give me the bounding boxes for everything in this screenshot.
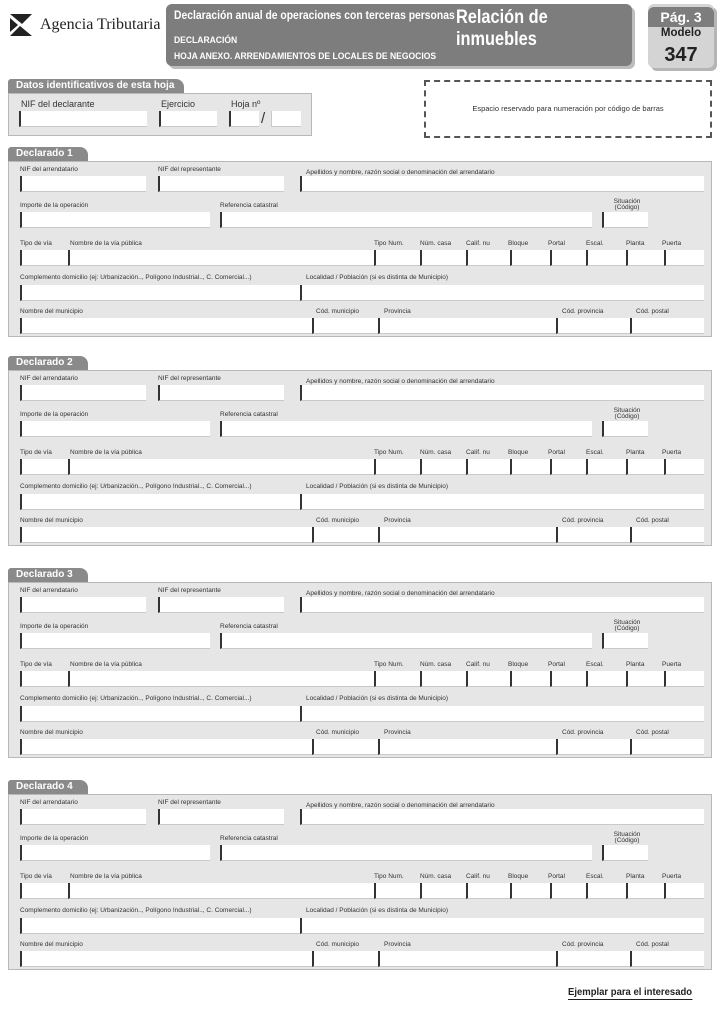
municipio-field[interactable]: [20, 951, 312, 967]
hoja-slash: /: [261, 110, 266, 127]
nif-representante-field[interactable]: [158, 176, 284, 192]
importe-field[interactable]: [20, 845, 210, 861]
barcode-area: [424, 80, 712, 138]
bloque-label: Bloque: [508, 449, 529, 456]
portal-label: Portal: [548, 240, 565, 247]
complemento-field[interactable]: [20, 918, 300, 934]
nombre-via-label: Nombre de la vía pública: [70, 873, 142, 880]
nif-declarante-label: NIF del declarante: [21, 99, 95, 109]
cod-provincia-label: Cód. provincia: [562, 729, 604, 736]
provincia-field[interactable]: [378, 951, 556, 967]
hoja-total-field[interactable]: [271, 111, 301, 127]
form-hoja-anexo: HOJA ANEXO. ARRENDAMIENTOS DE LOCALES DE NEGOCIOS: [174, 51, 437, 62]
planta-field[interactable]: [626, 671, 664, 687]
municipio-field[interactable]: [20, 318, 312, 334]
nif-representante-label: NIF del representante: [158, 166, 221, 173]
tipo-via-label: Tipo de vía: [20, 240, 52, 247]
apellidos-field[interactable]: [300, 597, 704, 613]
situacion-label: Situación (Código): [613, 619, 641, 632]
nif-representante-label: NIF del representante: [158, 799, 221, 806]
referencia-field[interactable]: [220, 633, 592, 649]
puerta-label: Puerta: [662, 661, 682, 668]
situacion-field[interactable]: [602, 212, 648, 228]
puerta-label: Puerta: [662, 240, 682, 247]
referencia-label: Referencia catastral: [220, 623, 278, 630]
complemento-label: Complemento domicilio (ej: Urbanización.., Polígono Industrial.., C. Comercial...): [20, 695, 252, 702]
planta-label: Planta: [626, 873, 645, 880]
cod-municipio-label: Cód. municipio: [316, 517, 359, 524]
provincia-label: Provincia: [384, 517, 411, 524]
nombre-via-label: Nombre de la vía pública: [70, 449, 142, 456]
referencia-label: Referencia catastral: [220, 411, 278, 418]
nombre-via-label: Nombre de la vía pública: [70, 661, 142, 668]
tipo-num-label: Tipo Num.: [374, 449, 404, 456]
escal-field[interactable]: [586, 671, 626, 687]
importe-label: Importe de la operación: [20, 202, 89, 209]
cod-provincia-field[interactable]: [556, 739, 630, 755]
num-casa-field[interactable]: [420, 250, 466, 266]
cod-postal-field[interactable]: [630, 527, 704, 543]
bloque-field[interactable]: [510, 459, 550, 475]
provincia-field[interactable]: [378, 739, 556, 755]
planta-field[interactable]: [626, 459, 664, 475]
form-subtitle: Relación de inmuebles: [456, 7, 548, 50]
portal-field[interactable]: [550, 459, 586, 475]
tipo-via-field[interactable]: [20, 459, 68, 475]
cod-postal-label: Cód. postal: [636, 308, 669, 315]
barcode-text: Espacio reservado para numeración por código de barras: [472, 104, 664, 113]
localidad-field[interactable]: [300, 706, 704, 722]
escal-field[interactable]: [586, 250, 626, 266]
nombre-via-field[interactable]: [68, 459, 374, 475]
cod-municipio-label: Cód. municipio: [316, 308, 359, 315]
provincia-field[interactable]: [378, 318, 556, 334]
bloque-field[interactable]: [510, 671, 550, 687]
puerta-field[interactable]: [664, 883, 704, 899]
cod-municipio-field[interactable]: [312, 739, 378, 755]
cod-municipio-label: Cód. municipio: [316, 941, 359, 948]
tipo-num-field[interactable]: [374, 671, 420, 687]
puerta-label: Puerta: [662, 449, 682, 456]
declarado-tab: Declarado 1: [8, 147, 88, 161]
tipo-num-field[interactable]: [374, 250, 420, 266]
cod-provincia-field[interactable]: [556, 527, 630, 543]
localidad-label: Localidad / Población (si es distinta de Municipio): [306, 907, 448, 914]
declarado-tab: Declarado 3: [8, 568, 88, 582]
tipo-via-field[interactable]: [20, 883, 68, 899]
apellidos-field[interactable]: [300, 809, 704, 825]
municipio-label: Nombre del municipio: [20, 517, 83, 524]
referencia-label: Referencia catastral: [220, 835, 278, 842]
cod-municipio-label: Cód. municipio: [316, 729, 359, 736]
cod-provincia-field[interactable]: [556, 318, 630, 334]
nif-arrendatario-label: NIF del arrendatario: [20, 375, 78, 382]
page-model-box: [648, 4, 714, 68]
form-declaracion: DECLARACIÓN: [174, 35, 238, 46]
tipo-via-label: Tipo de vía: [20, 449, 52, 456]
cod-municipio-field[interactable]: [312, 527, 378, 543]
apellidos-field[interactable]: [300, 176, 704, 192]
calif-label: Calif. nu: [466, 240, 490, 247]
escal-field[interactable]: [586, 883, 626, 899]
calif-field[interactable]: [466, 250, 510, 266]
hoja-field[interactable]: [229, 111, 259, 127]
importe-label: Importe de la operación: [20, 623, 89, 630]
complemento-field[interactable]: [20, 494, 300, 510]
portal-label: Portal: [548, 661, 565, 668]
portal-field[interactable]: [550, 250, 586, 266]
importe-field[interactable]: [20, 421, 210, 437]
escal-label: Escal.: [586, 661, 604, 668]
cod-provincia-label: Cód. provincia: [562, 517, 604, 524]
provincia-label: Provincia: [384, 308, 411, 315]
planta-field[interactable]: [626, 250, 664, 266]
planta-label: Planta: [626, 240, 645, 247]
tipo-num-label: Tipo Num.: [374, 873, 404, 880]
nombre-via-field[interactable]: [68, 671, 374, 687]
cod-provincia-label: Cód. provincia: [562, 308, 604, 315]
localidad-field[interactable]: [300, 285, 704, 301]
nif-representante-label: NIF del representante: [158, 587, 221, 594]
num-casa-field[interactable]: [420, 883, 466, 899]
municipio-label: Nombre del municipio: [20, 729, 83, 736]
localidad-label: Localidad / Población (si es distinta de Municipio): [306, 483, 448, 490]
cod-postal-label: Cód. postal: [636, 517, 669, 524]
municipio-label: Nombre del municipio: [20, 308, 83, 315]
referencia-field[interactable]: [220, 421, 592, 437]
calif-field[interactable]: [466, 883, 510, 899]
situacion-field[interactable]: [602, 633, 648, 649]
escal-field[interactable]: [586, 459, 626, 475]
nif-arrendatario-field[interactable]: [20, 385, 146, 401]
tipo-num-field[interactable]: [374, 883, 420, 899]
cod-provincia-field[interactable]: [556, 951, 630, 967]
cod-provincia-label: Cód. provincia: [562, 941, 604, 948]
ident-section: [8, 93, 312, 136]
portal-field[interactable]: [550, 883, 586, 899]
localidad-label: Localidad / Población (si es distinta de Municipio): [306, 274, 448, 281]
nif-representante-field[interactable]: [158, 809, 284, 825]
provincia-label: Provincia: [384, 941, 411, 948]
num-casa-label: Núm. casa: [420, 449, 452, 456]
provincia-field[interactable]: [378, 527, 556, 543]
hoja-label: Hoja nº: [231, 99, 261, 109]
bloque-label: Bloque: [508, 661, 529, 668]
nif-arrendatario-field[interactable]: [20, 809, 146, 825]
num-casa-field[interactable]: [420, 671, 466, 687]
situacion-field[interactable]: [602, 845, 648, 861]
tipo-via-field[interactable]: [20, 671, 68, 687]
municipio-label: Nombre del municipio: [20, 941, 83, 948]
municipio-field[interactable]: [20, 739, 312, 755]
bloque-label: Bloque: [508, 873, 529, 880]
puerta-field[interactable]: [664, 671, 704, 687]
tipo-via-label: Tipo de vía: [20, 873, 52, 880]
escal-label: Escal.: [586, 873, 604, 880]
cod-municipio-field[interactable]: [312, 318, 378, 334]
localidad-label: Localidad / Población (si es distinta de Municipio): [306, 695, 448, 702]
cod-postal-field[interactable]: [630, 739, 704, 755]
cod-postal-field[interactable]: [630, 318, 704, 334]
complemento-label: Complemento domicilio (ej: Urbanización.., Polígono Industrial.., C. Comercial...): [20, 274, 252, 281]
cod-municipio-field[interactable]: [312, 951, 378, 967]
planta-label: Planta: [626, 661, 645, 668]
tipo-via-field[interactable]: [20, 250, 68, 266]
ejercicio-field[interactable]: [159, 111, 217, 127]
agency-name: Agencia Tributaria: [40, 16, 161, 33]
apellidos-label: Apellidos y nombre, razón social o denominación del arrendatario: [306, 590, 495, 597]
referencia-field[interactable]: [220, 845, 592, 861]
calif-label: Calif. nu: [466, 873, 490, 880]
complemento-field[interactable]: [20, 285, 300, 301]
bloque-field[interactable]: [510, 250, 550, 266]
num-casa-field[interactable]: [420, 459, 466, 475]
num-casa-label: Núm. casa: [420, 661, 452, 668]
complemento-field[interactable]: [20, 706, 300, 722]
ejercicio-label: Ejercicio: [161, 99, 196, 109]
planta-label: Planta: [626, 449, 645, 456]
nif-arrendatario-field[interactable]: [20, 597, 146, 613]
declarado-tab: Declarado 4: [8, 780, 88, 794]
cod-postal-field[interactable]: [630, 951, 704, 967]
cod-postal-label: Cód. postal: [636, 941, 669, 948]
bloque-label: Bloque: [508, 240, 529, 247]
nif-representante-field[interactable]: [158, 597, 284, 613]
apellidos-label: Apellidos y nombre, razón social o denominación del arrendatario: [306, 169, 495, 176]
puerta-label: Puerta: [662, 873, 682, 880]
localidad-field[interactable]: [300, 494, 704, 510]
declarado-tab: Declarado 2: [8, 356, 88, 370]
nif-representante-field[interactable]: [158, 385, 284, 401]
nombre-via-field[interactable]: [68, 883, 374, 899]
apellidos-label: Apellidos y nombre, razón social o denominación del arrendatario: [306, 802, 495, 809]
complemento-label: Complemento domicilio (ej: Urbanización.., Polígono Industrial.., C. Comercial...): [20, 907, 252, 914]
importe-label: Importe de la operación: [20, 835, 89, 842]
apellidos-field[interactable]: [300, 385, 704, 401]
num-casa-label: Núm. casa: [420, 873, 452, 880]
tipo-via-label: Tipo de vía: [20, 661, 52, 668]
escal-label: Escal.: [586, 449, 604, 456]
model-label: Modelo: [660, 27, 702, 39]
puerta-field[interactable]: [664, 459, 704, 475]
tipo-num-label: Tipo Num.: [374, 240, 404, 247]
localidad-field[interactable]: [300, 918, 704, 934]
form-title: Declaración anual de operaciones con terceras personas: [174, 10, 455, 22]
complemento-label: Complemento domicilio (ej: Urbanización.., Polígono Industrial.., C. Comercial...): [20, 483, 252, 490]
tipo-num-field[interactable]: [374, 459, 420, 475]
tipo-num-label: Tipo Num.: [374, 661, 404, 668]
puerta-field[interactable]: [664, 250, 704, 266]
page-number: Pág. 3: [648, 7, 714, 27]
ident-section-tab: Datos identificativos de esta hoja: [8, 79, 184, 93]
nif-arrendatario-label: NIF del arrendatario: [20, 799, 78, 806]
cod-postal-label: Cód. postal: [636, 729, 669, 736]
portal-field[interactable]: [550, 671, 586, 687]
situacion-label: Situación (Código): [613, 831, 641, 844]
nombre-via-field[interactable]: [68, 250, 374, 266]
importe-label: Importe de la operación: [20, 411, 89, 418]
num-casa-label: Núm. casa: [420, 240, 452, 247]
situacion-label: Situación (Código): [613, 407, 641, 420]
calif-field[interactable]: [466, 459, 510, 475]
escal-label: Escal.: [586, 240, 604, 247]
nif-arrendatario-label: NIF del arrendatario: [20, 166, 78, 173]
planta-field[interactable]: [626, 883, 664, 899]
nif-arrendatario-label: NIF del arrendatario: [20, 587, 78, 594]
calif-label: Calif. nu: [466, 661, 490, 668]
referencia-field[interactable]: [220, 212, 592, 228]
situacion-label: Situación (Código): [613, 198, 641, 211]
nombre-via-label: Nombre de la vía pública: [70, 240, 142, 247]
agency-logo-icon: [8, 10, 34, 40]
bloque-field[interactable]: [510, 883, 550, 899]
calif-field[interactable]: [466, 671, 510, 687]
portal-label: Portal: [548, 873, 565, 880]
form-header: [166, 4, 632, 66]
municipio-field[interactable]: [20, 527, 312, 543]
agency-logo: [8, 10, 160, 40]
nif-representante-label: NIF del representante: [158, 375, 221, 382]
calif-label: Calif. nu: [466, 449, 490, 456]
referencia-label: Referencia catastral: [220, 202, 278, 209]
provincia-label: Provincia: [384, 729, 411, 736]
situacion-field[interactable]: [602, 421, 648, 437]
importe-field[interactable]: [20, 212, 210, 228]
nif-arrendatario-field[interactable]: [20, 176, 146, 192]
portal-label: Portal: [548, 449, 565, 456]
model-number: 347: [664, 44, 698, 66]
apellidos-label: Apellidos y nombre, razón social o denominación del arrendatario: [306, 378, 495, 385]
footer-copy-label: Ejemplar para el interesado: [568, 987, 693, 998]
nif-declarante-field[interactable]: [19, 111, 147, 127]
importe-field[interactable]: [20, 633, 210, 649]
